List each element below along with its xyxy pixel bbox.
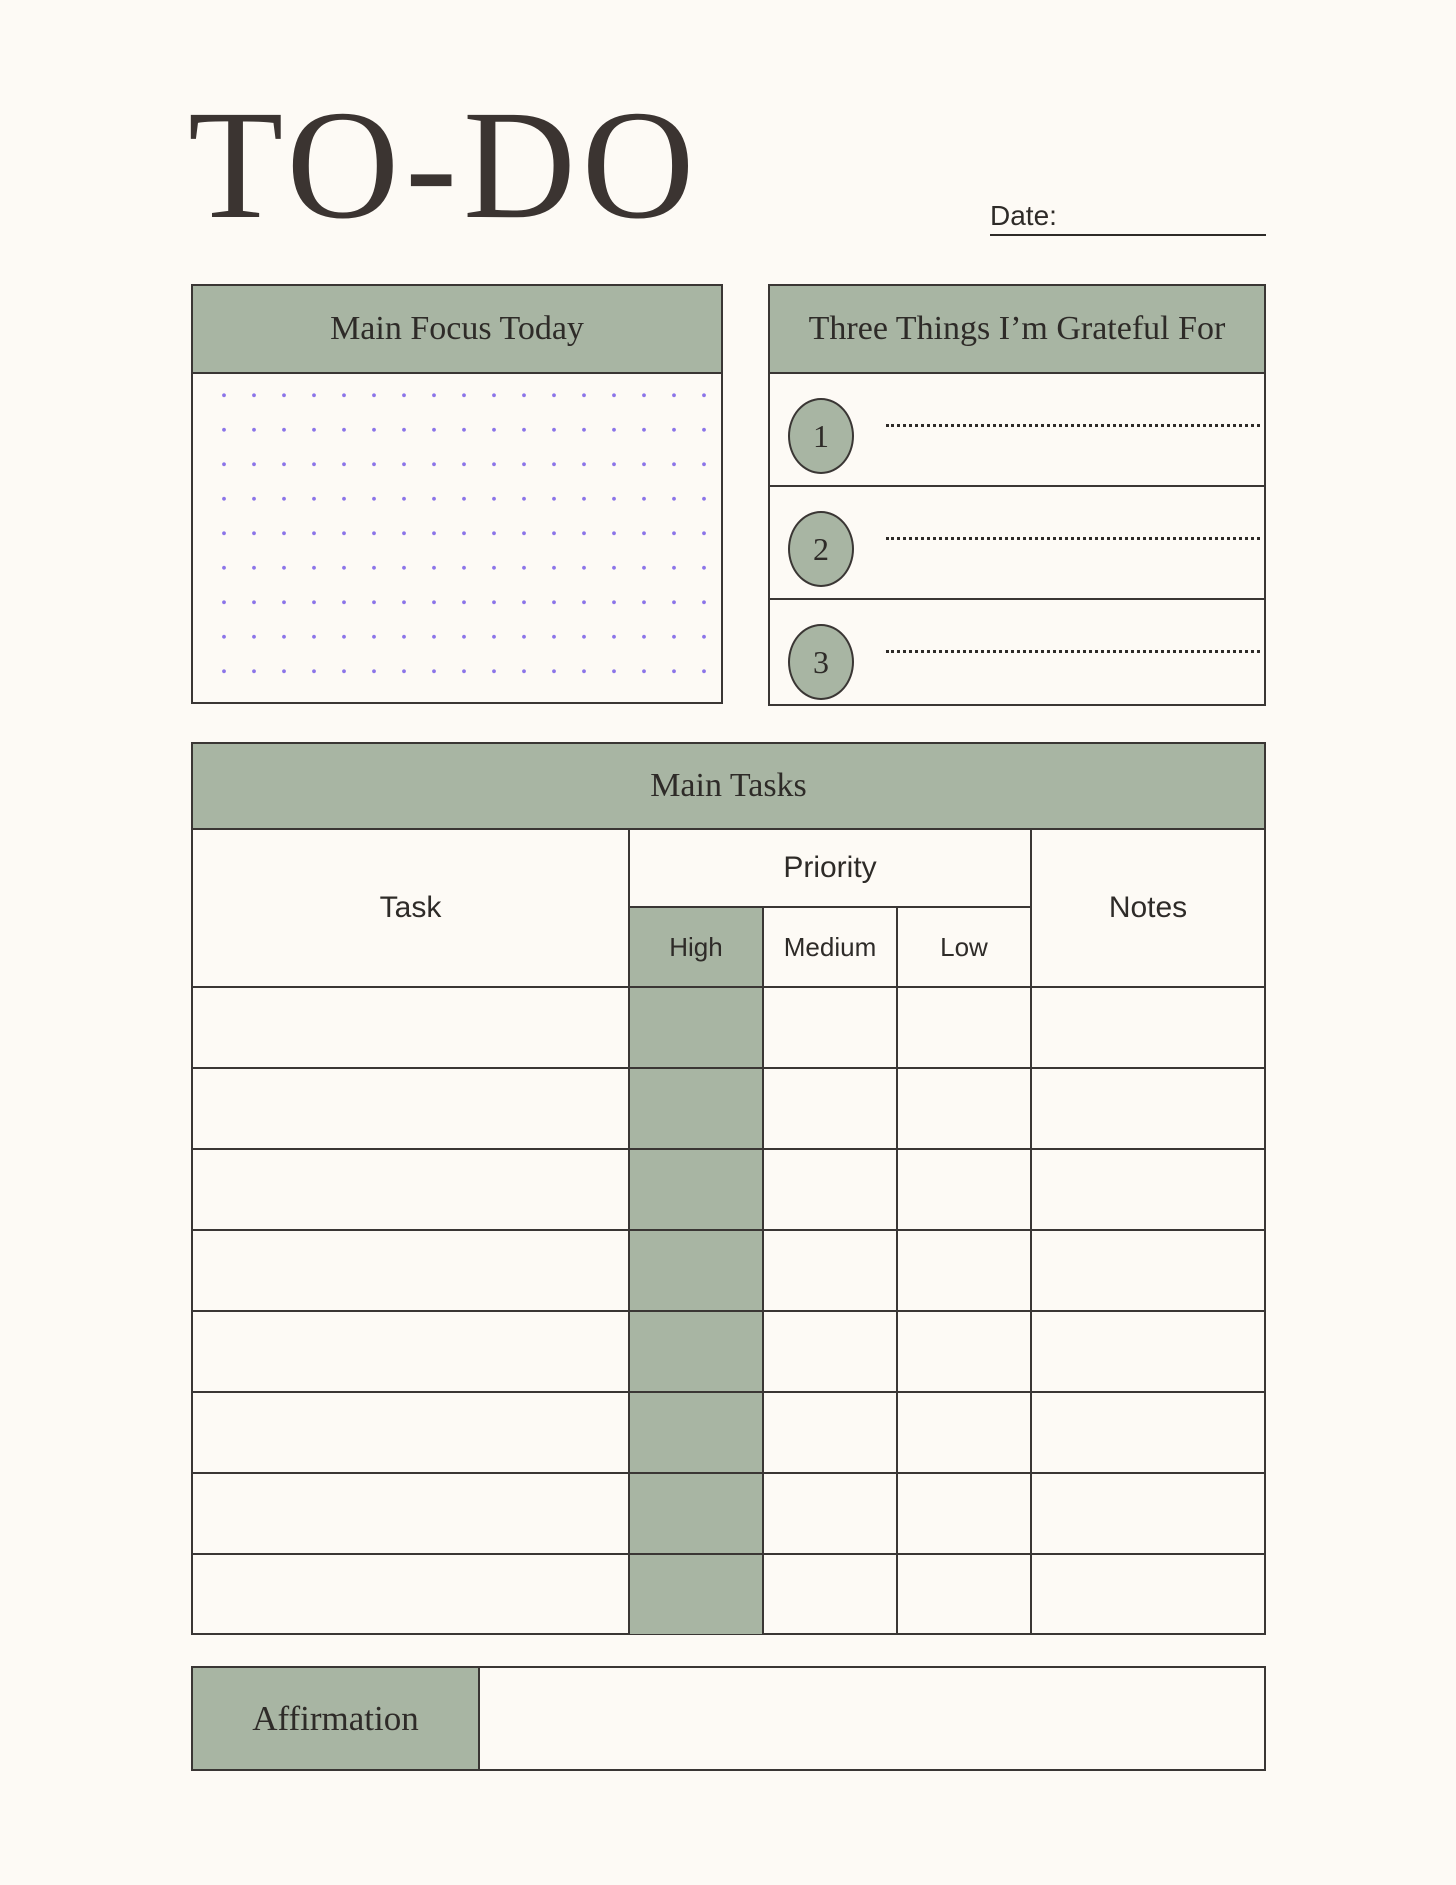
dotted-writing-line[interactable] [886, 650, 1260, 653]
grateful-box [768, 284, 1266, 706]
high-priority-cell[interactable] [629, 1230, 763, 1311]
affirmation-field[interactable] [480, 1668, 1264, 1769]
notes-column-header: Notes [1031, 829, 1264, 987]
task-cell[interactable] [193, 987, 629, 1068]
date-label: Date: [990, 200, 1057, 231]
notes-cell[interactable] [1031, 1068, 1264, 1149]
table-row [193, 1473, 1264, 1554]
notes-cell[interactable] [1031, 1554, 1264, 1634]
task-cell[interactable] [193, 1554, 629, 1634]
notes-cell[interactable] [1031, 1311, 1264, 1392]
high-priority-cell[interactable] [629, 987, 763, 1068]
notes-cell[interactable] [1031, 987, 1264, 1068]
affirmation-box [191, 1666, 1266, 1771]
notes-cell[interactable] [1031, 1473, 1264, 1554]
low-priority-cell[interactable] [897, 987, 1031, 1068]
dotted-writing-line[interactable] [886, 537, 1260, 540]
task-cell[interactable] [193, 1311, 629, 1392]
medium-priority-cell[interactable] [763, 1068, 897, 1149]
main-tasks-header: Main Tasks [193, 744, 1264, 829]
grateful-item [770, 374, 1264, 487]
table-row [193, 1554, 1264, 1634]
priority-low-header: Low [897, 907, 1031, 987]
number-badge: 1 [788, 398, 854, 474]
priority-column-header: Priority [629, 829, 1031, 907]
priority-high-header: High [629, 907, 763, 987]
medium-priority-cell[interactable] [763, 1230, 897, 1311]
notes-cell[interactable] [1031, 1392, 1264, 1473]
grateful-item [770, 600, 1264, 711]
table-row [193, 987, 1264, 1068]
task-cell[interactable] [193, 1473, 629, 1554]
task-cell[interactable] [193, 1068, 629, 1149]
grateful-header: Three Things I’m Grateful For [770, 286, 1264, 374]
affirmation-label: Affirmation [193, 1668, 480, 1769]
low-priority-cell[interactable] [897, 1068, 1031, 1149]
low-priority-cell[interactable] [897, 1473, 1031, 1554]
table-row [193, 1149, 1264, 1230]
low-priority-cell[interactable] [897, 1311, 1031, 1392]
date-field[interactable] [990, 196, 1266, 236]
high-priority-cell[interactable] [629, 1068, 763, 1149]
low-priority-cell[interactable] [897, 1554, 1031, 1634]
medium-priority-cell[interactable] [763, 1554, 897, 1634]
task-cell[interactable] [193, 1230, 629, 1311]
high-priority-cell[interactable] [629, 1311, 763, 1392]
main-focus-header: Main Focus Today [193, 286, 721, 374]
medium-priority-cell[interactable] [763, 1392, 897, 1473]
task-cell[interactable] [193, 1392, 629, 1473]
high-priority-cell[interactable] [629, 1473, 763, 1554]
table-row [193, 1311, 1264, 1392]
main-tasks-table [191, 742, 1266, 1635]
grateful-item [770, 487, 1264, 600]
medium-priority-cell[interactable] [763, 1473, 897, 1554]
dot-grid-writing-area[interactable] [205, 378, 709, 692]
dotted-writing-line[interactable] [886, 424, 1260, 427]
high-priority-cell[interactable] [629, 1554, 763, 1634]
table-row [193, 1230, 1264, 1311]
page-title: TO-DO [188, 78, 701, 251]
priority-medium-header: Medium [763, 907, 897, 987]
table-row [193, 1392, 1264, 1473]
medium-priority-cell[interactable] [763, 1149, 897, 1230]
high-priority-cell[interactable] [629, 1149, 763, 1230]
notes-cell[interactable] [1031, 1230, 1264, 1311]
medium-priority-cell[interactable] [763, 987, 897, 1068]
low-priority-cell[interactable] [897, 1392, 1031, 1473]
number-badge: 3 [788, 624, 854, 700]
low-priority-cell[interactable] [897, 1230, 1031, 1311]
task-column-header: Task [193, 829, 629, 987]
low-priority-cell[interactable] [897, 1149, 1031, 1230]
main-focus-box [191, 284, 723, 704]
task-cell[interactable] [193, 1149, 629, 1230]
table-row [193, 1068, 1264, 1149]
medium-priority-cell[interactable] [763, 1311, 897, 1392]
number-badge: 2 [788, 511, 854, 587]
high-priority-cell[interactable] [629, 1392, 763, 1473]
notes-cell[interactable] [1031, 1149, 1264, 1230]
